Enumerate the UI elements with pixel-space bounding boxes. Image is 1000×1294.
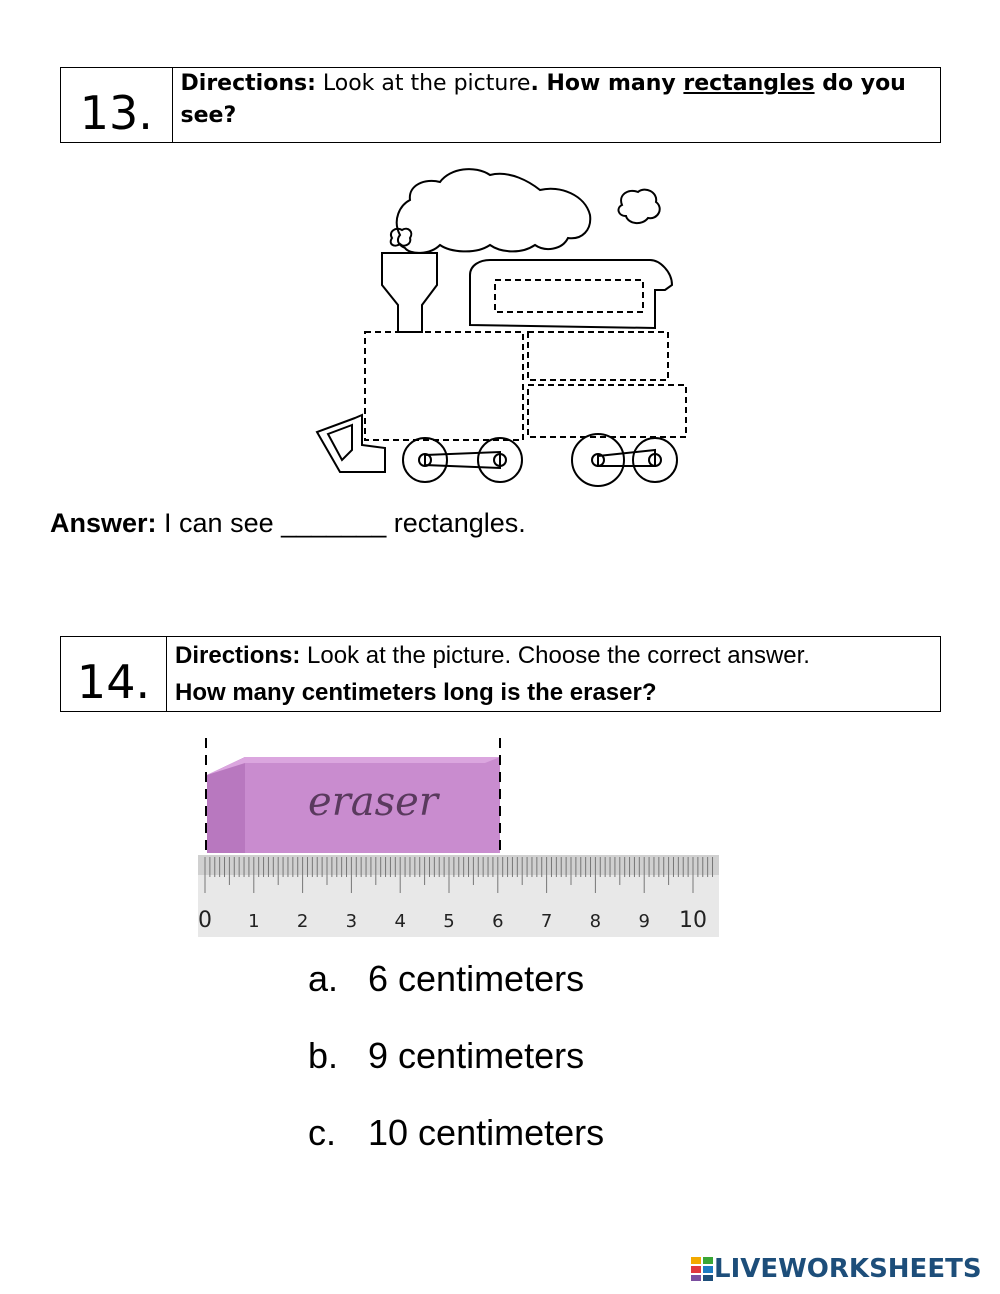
option-b-letter: b. — [308, 1035, 339, 1076]
coupling-rod-right — [598, 450, 655, 466]
question-keyword: rectangles — [683, 71, 815, 96]
liveworksheets-logo[interactable] — [690, 1254, 982, 1284]
ruler-label-4: 4 — [394, 911, 406, 932]
train-upper-box — [528, 332, 668, 380]
ruler-label-0: 0 — [198, 908, 212, 933]
eraser — [207, 757, 500, 853]
question-13-text — [173, 68, 940, 142]
answer-13-line — [50, 508, 526, 539]
answer-text: I can see _______ rectangles. — [156, 508, 526, 538]
option-c-letter: c. — [308, 1112, 337, 1153]
answer-options — [308, 958, 604, 1189]
logo-grid-icon — [690, 1256, 714, 1282]
option-a[interactable] — [308, 958, 604, 1035]
ruler-label-6: 6 — [492, 911, 504, 932]
option-c[interactable] — [308, 1112, 604, 1189]
ruler-label-2: 2 — [296, 911, 309, 932]
question-13-number: 13. — [61, 68, 173, 142]
train-lower-box — [528, 385, 686, 437]
directions-text: Look at the picture — [315, 71, 531, 96]
eraser-label: eraser — [308, 779, 438, 825]
ruler — [198, 855, 719, 937]
question-14-question: How many centimeters long is the eraser? — [175, 679, 657, 706]
ruler-label-3: 3 — [345, 911, 358, 932]
logo-text: LIVEWORKSHEETS — [714, 1254, 982, 1284]
ruler-label-8: 8 — [589, 911, 602, 932]
question-14-box — [60, 636, 941, 712]
question-14-number: 14. — [61, 637, 167, 711]
eraser-ruler-picture — [195, 735, 725, 940]
cab-window — [495, 280, 643, 312]
option-c-text: 10 centimeters — [368, 1112, 605, 1153]
directions-text-14: Look at the picture. Choose the correct answer. — [300, 642, 810, 669]
answer-label: Answer: — [50, 508, 157, 538]
smoke-cloud-small — [619, 190, 660, 223]
train-picture — [300, 160, 700, 490]
smoke-cloud-large — [397, 169, 591, 253]
directions-label: Directions: — [180, 71, 316, 96]
coupling-rod-left — [425, 452, 500, 468]
ruler-label-5: 5 — [443, 911, 455, 932]
option-a-text: 6 centimeters — [368, 958, 585, 999]
ruler-label-10: 10 — [679, 908, 707, 933]
option-b[interactable] — [308, 1035, 604, 1112]
ruler-label-9: 9 — [638, 911, 650, 932]
option-b-text: 9 centimeters — [368, 1035, 585, 1076]
option-a-letter: a. — [308, 958, 339, 999]
question-text-start: . How many — [530, 71, 684, 96]
ruler-label-7: 7 — [540, 911, 553, 932]
question-13-box — [60, 67, 941, 143]
train-boiler — [365, 332, 523, 440]
directions-label-14: Directions: — [175, 642, 301, 669]
question-14-text — [167, 637, 818, 711]
train-chimney — [382, 253, 437, 332]
smoke-puff — [391, 229, 412, 246]
ruler-label-1: 1 — [248, 911, 260, 932]
train-cab — [470, 260, 672, 328]
question-text-end: do you see? — [180, 71, 906, 128]
